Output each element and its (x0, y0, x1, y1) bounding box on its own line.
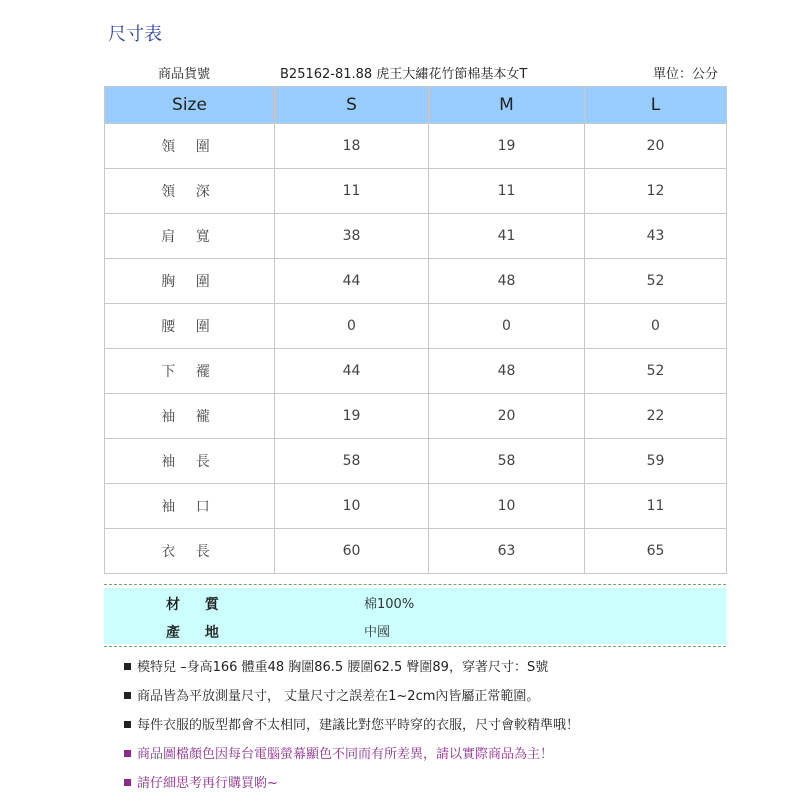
row-label: 衣 長 (105, 529, 275, 574)
bullet-icon (124, 692, 131, 699)
note-item (124, 656, 764, 685)
note-text: 請仔細思考再行購買喲~ (137, 776, 278, 791)
cell-value: 44 (275, 349, 429, 394)
notes-list (124, 656, 764, 801)
cell-value: 0 (585, 304, 727, 349)
bullet-icon (124, 721, 131, 728)
material-value: 棉100% (364, 597, 415, 612)
table-row (105, 124, 727, 169)
origin-label: 產 地 (166, 625, 229, 641)
note-text: 模特兒 –身高166 體重48 胸圍86.5 腰圍62.5 臀圍89，穿著尺寸：S號 (137, 660, 549, 675)
cell-value: 19 (429, 124, 585, 169)
row-label: 胸 圍 (105, 259, 275, 304)
bullet-icon (124, 750, 131, 757)
header-m: M (429, 87, 585, 124)
note-item (124, 772, 764, 801)
table-row (105, 394, 727, 439)
cell-value: 38 (275, 214, 429, 259)
note-text: 商品圖檔顏色因每台電腦螢幕顯色不同而有所差異，請以實際商品為主！ (137, 747, 554, 762)
bullet-icon (124, 779, 131, 786)
divider (104, 584, 726, 585)
table-row (105, 214, 727, 259)
cell-value: 20 (585, 124, 727, 169)
table-row (105, 439, 727, 484)
origin-value: 中國 (364, 625, 391, 640)
note-item (124, 743, 764, 772)
cell-value: 52 (585, 349, 727, 394)
origin-row (104, 616, 726, 644)
cell-value: 19 (275, 394, 429, 439)
cell-value: 10 (429, 484, 585, 529)
row-label: 袖 襱 (105, 394, 275, 439)
cell-value: 44 (275, 259, 429, 304)
cell-value: 59 (585, 439, 727, 484)
table-row (105, 169, 727, 214)
cell-value: 60 (275, 529, 429, 574)
cell-value: 52 (585, 259, 727, 304)
cell-value: 63 (429, 529, 585, 574)
cell-value: 58 (429, 439, 585, 484)
row-label: 下 襬 (105, 349, 275, 394)
page-title: 尺寸表 (108, 24, 162, 45)
size-table (104, 86, 727, 574)
note-item (124, 714, 764, 743)
cell-value: 22 (585, 394, 727, 439)
material-label: 材 質 (166, 597, 229, 613)
table-row (105, 484, 727, 529)
row-label: 領 深 (105, 169, 275, 214)
header-l: L (585, 87, 727, 124)
cell-value: 48 (429, 259, 585, 304)
row-label: 腰 圍 (105, 304, 275, 349)
product-code-label: 商品貨號 (158, 67, 211, 82)
cell-value: 11 (585, 484, 727, 529)
material-section (104, 588, 726, 644)
material-row (104, 588, 726, 616)
table-row (105, 349, 727, 394)
header-s: S (275, 87, 429, 124)
cell-value: 65 (585, 529, 727, 574)
cell-value: 20 (429, 394, 585, 439)
divider (104, 646, 726, 647)
unit-label: 單位：公分 (653, 67, 719, 82)
row-label: 袖 口 (105, 484, 275, 529)
cell-value: 11 (275, 169, 429, 214)
table-row (105, 259, 727, 304)
cell-value: 10 (275, 484, 429, 529)
product-name: B25162-81.88 虎王大繡花竹節棉基本女T (280, 67, 528, 82)
cell-value: 0 (275, 304, 429, 349)
cell-value: 41 (429, 214, 585, 259)
row-label: 袖 長 (105, 439, 275, 484)
cell-value: 48 (429, 349, 585, 394)
note-text: 商品皆為平放測量尺寸， 丈量尺寸之誤差在1~2cm內皆屬正常範圍。 (137, 689, 540, 704)
row-label: 領 圍 (105, 124, 275, 169)
cell-value: 0 (429, 304, 585, 349)
header-size: Size (105, 87, 275, 124)
table-row (105, 529, 727, 574)
cell-value: 58 (275, 439, 429, 484)
cell-value: 18 (275, 124, 429, 169)
size-table-header (105, 87, 727, 124)
cell-value: 11 (429, 169, 585, 214)
row-label: 肩 寬 (105, 214, 275, 259)
bullet-icon (124, 663, 131, 670)
note-item (124, 685, 764, 714)
note-text: 每件衣服的版型都會不太相同，建議比對您平時穿的衣服，尺寸會較精準哦！ (137, 718, 580, 733)
table-row (105, 304, 727, 349)
cell-value: 12 (585, 169, 727, 214)
cell-value: 43 (585, 214, 727, 259)
